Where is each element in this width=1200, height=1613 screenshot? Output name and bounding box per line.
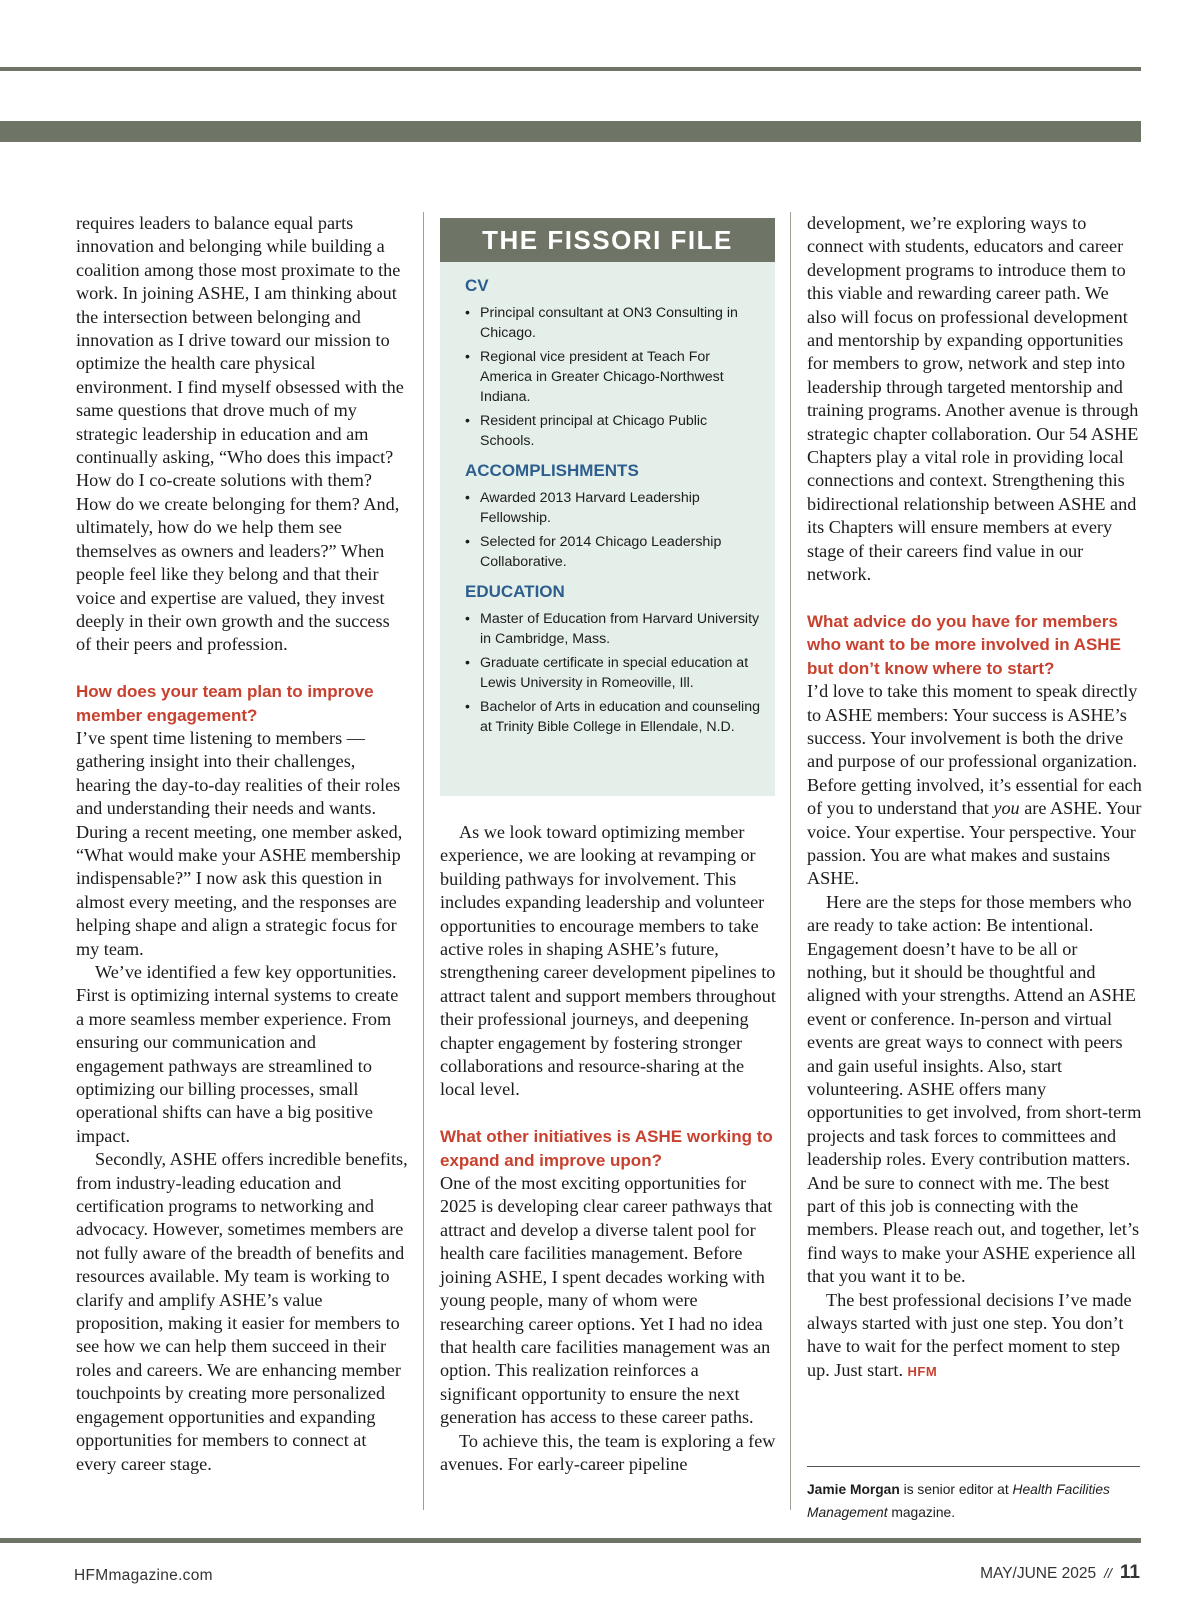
author-bio bbox=[807, 1478, 1142, 1524]
list-item: • Regional vice president at Teach For America in Greater Chicago-Northwest Indiana. bbox=[465, 347, 763, 407]
column-1 bbox=[76, 212, 408, 1476]
question-heading: What advice do you have for members who want to be more involved in ASHE but don’t know where to start? bbox=[807, 611, 1121, 678]
paragraph: Secondly, ASHE offers incredible benefits, from industry-leading education and certification programs to networking and advocacy. However, sometimes members are not fully aware of the breadth of benefits and resources available. My team is working to clarify and amplify ASHE’s value proposition, making it easier for members to see how we can help them succeed in their roles and careers. We are enhancing member touchpoints by creating more personalized engagement opportunities and expanding opportunities for members to connect at every career stage. bbox=[76, 1149, 408, 1474]
list-item: • Selected for 2014 Chicago Leadership Collaborative. bbox=[465, 532, 763, 572]
paragraph bbox=[807, 680, 1142, 891]
footer-folio bbox=[980, 1562, 1140, 1584]
list-item: • Resident principal at Chicago Public Schools. bbox=[465, 411, 763, 451]
accomplishments-list bbox=[465, 488, 763, 572]
list-item: • Bachelor of Arts in education and counseling at Trinity Bible College in Ellendale, N.D. bbox=[465, 697, 763, 737]
bio-text: is senior editor at bbox=[903, 1482, 1009, 1497]
author-name: Jamie Morgan bbox=[807, 1482, 900, 1497]
bio-suffix: magazine. bbox=[891, 1505, 956, 1520]
column-2 bbox=[440, 821, 777, 1476]
list-item: • Awarded 2013 Harvard Leadership Fellowship. bbox=[465, 488, 763, 528]
bio-rule bbox=[807, 1466, 1140, 1467]
footer-site: HFMmagazine.com bbox=[74, 1567, 213, 1584]
list-item: • Principal consultant at ON3 Consulting in Chicago. bbox=[465, 303, 763, 343]
paragraph: One of the most exciting opportunities for 2025 is developing clear career pathways that attract and develop a diverse talent pool for health care facilities management. Before joining ASHE, I spent decades working with young people, many of whom were researching career options. Yet I had no idea that health care facilities management was an option. This realization reinforces a significant opportunity to ensure the next generation has access to these career paths. bbox=[440, 1173, 773, 1428]
list-item: • Master of Education from Harvard University in Cambridge, Mass. bbox=[465, 609, 763, 649]
education-heading: EDUCATION bbox=[465, 582, 565, 601]
text-run: I’d love to take this moment to speak directly to ASHE members: Your success is ASHE’s success. Your involvement is both the drive and purpose of our professional organization. Before getting involved, it’s essential for each of you to understand that bbox=[807, 681, 1142, 819]
end-mark: HFM bbox=[907, 1363, 938, 1379]
header-band bbox=[0, 121, 1141, 142]
paragraph: As we look toward optimizing member experience, we are looking at revamping or building pathways for involvement. This includes expanding leadership and volunteer opportunities to encourage members to take active roles in shaping ASHE’s future, strengthening career development pipelines to attract talent and support members throughout their professional journeys, and deepening chapter engagement by fostering stronger collaborations and resource-sharing at the local level. bbox=[440, 822, 776, 1100]
column-3 bbox=[807, 212, 1142, 1383]
list-item: • Graduate certificate in special education at Lewis University in Romeoville, Ill. bbox=[465, 653, 763, 693]
emphasis: you bbox=[993, 798, 1020, 819]
footer-issue: MAY/JUNE 2025 bbox=[980, 1565, 1097, 1582]
paragraph: We’ve identified a few key opportunities. First is optimizing internal systems to create a more seamless member experience. From ensuring our communication and engagement pathways are streamlined to optimizing our billing processes, small operational shifts can have a big positive impact. bbox=[76, 961, 399, 1146]
question-heading: What other initiatives is ASHE working to expand and improve upon? bbox=[440, 1127, 773, 1170]
cv-heading: CV bbox=[465, 276, 489, 295]
paragraph: requires leaders to balance equal parts innovation and belonging while building a coalition among those most proximate to the work. In joining ASHE, I am thinking about the intersection between belonging and innovation as I drive toward our mission to optimize the health care physical environment. I find myself obsessed with the same questions that drove much of my strategic leadership in education and am continually asking, “Who does this impact? How do I co-create solutions with them? How do we create belonging for them? And, ultimately, how do we help them see themselves as owners and leaders?” When people feel like they belong and that their voice and expertise are valued, they invest deeply in their own growth and the success of their peers and profession. bbox=[76, 213, 404, 655]
sidebar-title: THE FISSORI FILE bbox=[440, 218, 775, 262]
question-heading: How does your team plan to improve member engagement? bbox=[76, 682, 374, 725]
accomplishments-heading: ACCOMPLISHMENTS bbox=[465, 461, 639, 480]
paragraph: To achieve this, the team is exploring a few avenues. For early-career pipeline bbox=[440, 1430, 776, 1474]
bottom-rule bbox=[0, 1538, 1141, 1543]
publication-name: Health Facilities Management bbox=[807, 1482, 1110, 1520]
column-divider bbox=[423, 212, 424, 1510]
paragraph: I’ve spent time listening to members — gathering insight into their challenges, hearing the day-to-day realities of their roles and understanding their needs and wants. During a recent meeting, one member asked, “What would make your ASHE membership indispensable?” I now ask this question in almost every meeting, and the responses are helping shape and align a strategic focus for my team. bbox=[76, 727, 403, 959]
fissori-file-sidebar bbox=[440, 218, 775, 796]
paragraph bbox=[807, 1289, 1142, 1384]
paragraph: Here are the steps for those members who are ready to take action: Be intentional. Engagement doesn’t have to be all or nothing, but it should be thoughtful and aligned with your strengths. Attend an ASHE event or conference. In-person and virtual events are great ways to connect with peers and gain useful insights. Also, start volunteering. ASHE offers many opportunities to get involved, from short-term projects and task forces to committees and leadership roles. Every contribution matters. And be sure to connect with me. The best part of this job is connecting with the members. Please reach out, and together, let’s find ways to make your ASHE experience all that you want it to be. bbox=[807, 891, 1142, 1287]
education-list bbox=[465, 609, 763, 737]
text-run: are ASHE. Your voice. Your expertise. Your perspective. Your passion. You are what makes and sustains ASHE. bbox=[807, 798, 1142, 889]
paragraph: development, we’re exploring ways to connect with students, educators and career development programs to introduce them to this viable and rewarding career path. We also will focus on professional development and mentorship by expanding opportunities for members to grow, network and step into leadership through targeted mentorship and training programs. Another avenue is through strategic chapter collaboration. Our 54 ASHE Chapters play a vital role in providing local connections and context. Strengthening this bidirectional relationship between ASHE and its Chapters will ensure members at every stage of their careers find value in our network. bbox=[807, 213, 1139, 585]
footer-separator: // bbox=[1104, 1565, 1112, 1581]
top-rule bbox=[0, 67, 1141, 71]
page-number: 11 bbox=[1119, 1562, 1140, 1583]
text-run: The best professional decisions I’ve made always started with just one step. You don’t have to wait for the perfect moment to step up. Just start. bbox=[807, 1289, 1132, 1380]
cv-list bbox=[465, 303, 763, 451]
column-divider bbox=[790, 212, 791, 1510]
